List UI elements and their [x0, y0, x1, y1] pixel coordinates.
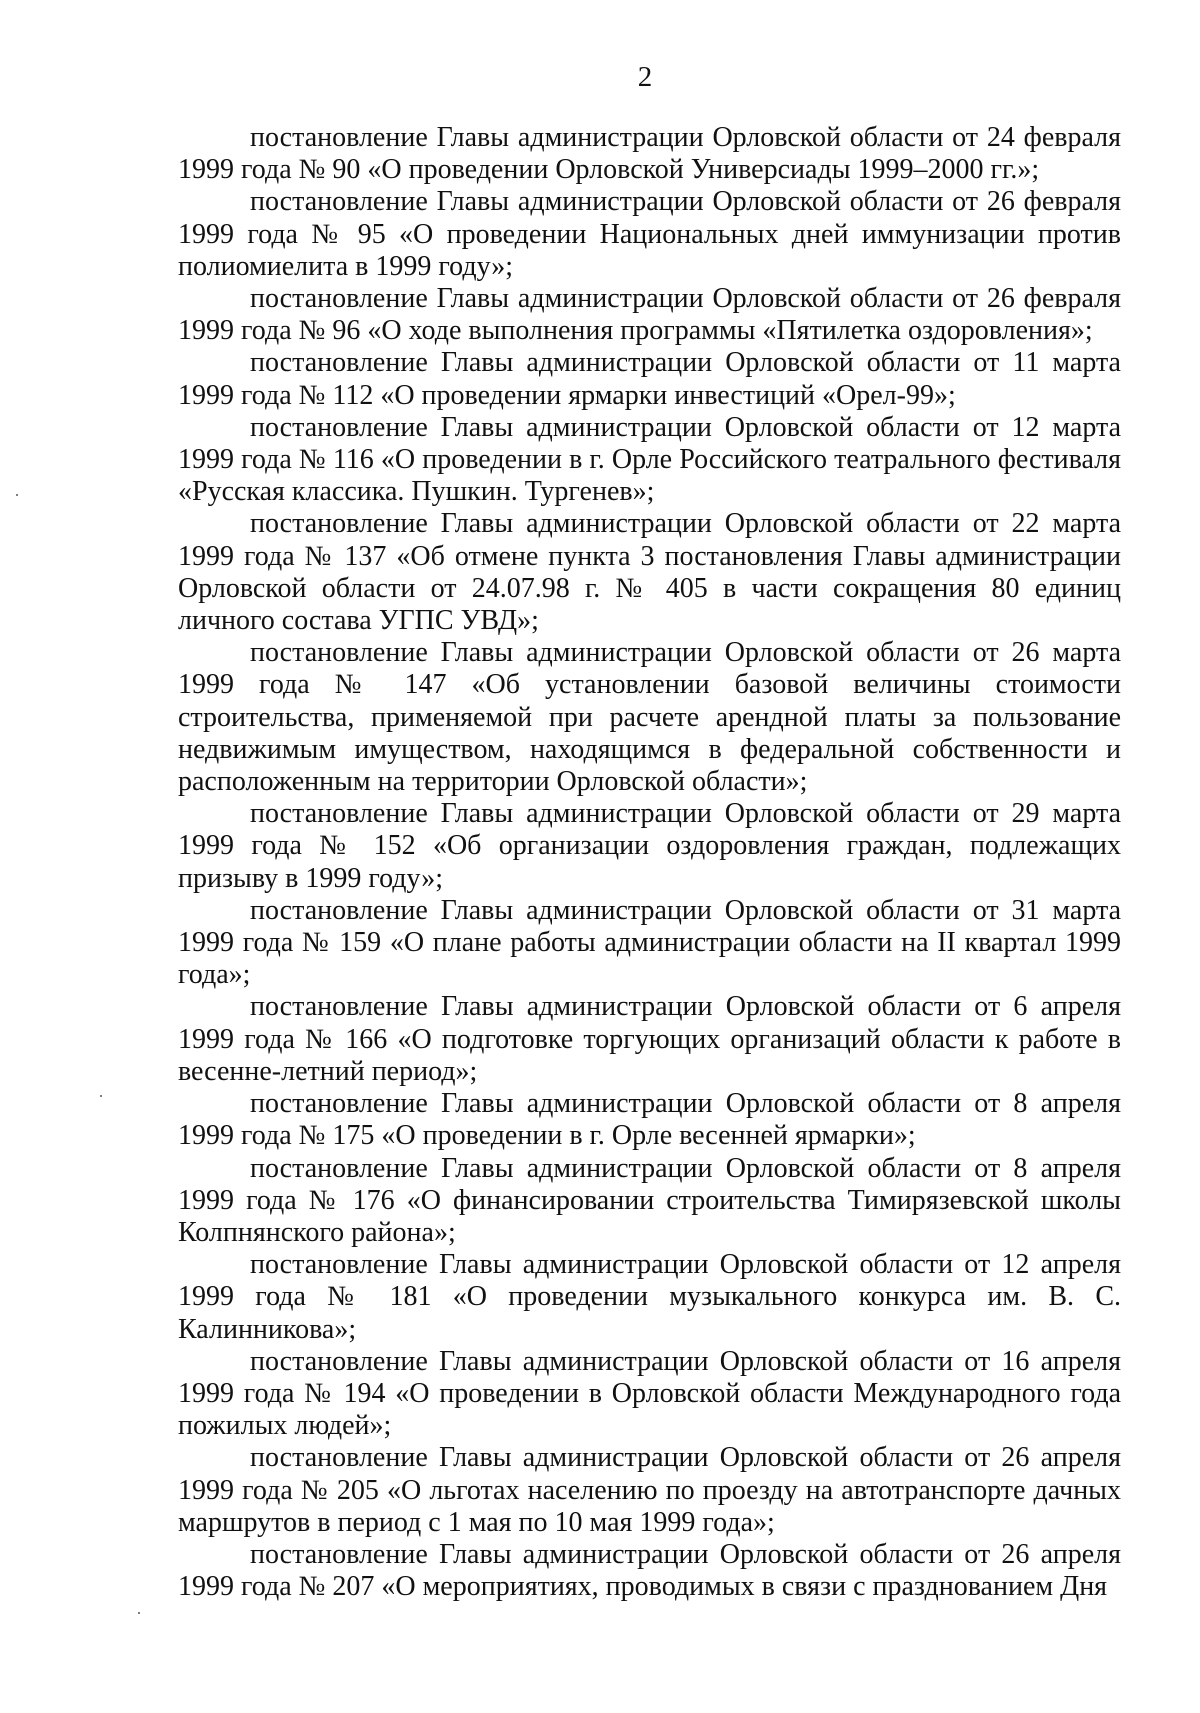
- decree-paragraph: постановление Главы администрации Орловской области от 29 марта 1999 года № 152 «Об организации оздоровления граждан, подлежащих призыву в 1999 году»;: [178, 798, 1121, 894]
- decree-paragraph: постановление Главы администрации Орловской области от 11 марта 1999 года № 112 «О проведении ярмарки инвестиций «Орел-99»;: [178, 347, 1121, 411]
- decree-paragraph: постановление Главы администрации Орловской области от 26 февраля 1999 года № 95 «О проведении Национальных дней иммунизации против полиомиелита в 1999 году»;: [178, 186, 1121, 282]
- decree-paragraph: постановление Главы администрации Орловской области от 26 апреля 1999 года № 205 «О льготах населению по проезду на автотранспорте дачных маршрутов в период с 1 мая по 10 мая 1999 года»;: [178, 1442, 1121, 1538]
- decree-paragraph: постановление Главы администрации Орловской области от 22 марта 1999 года № 137 «Об отмене пункта 3 постановления Главы администрации Орловской области от 24.07.98 г. № 405 в части сокращения 80 единиц личного состава УГПС УВД»;: [178, 508, 1121, 637]
- decree-paragraph: постановление Главы администрации Орловской области от 6 апреля 1999 года № 166 «О подготовке торгующих организаций области к работе в весенне-летний период»;: [178, 991, 1121, 1087]
- decree-paragraph: постановление Главы администрации Орловской области от 12 апреля 1999 года № 181 «О проведении музыкального конкурса им. В. С. Калинникова»;: [178, 1249, 1121, 1345]
- decree-paragraph: постановление Главы администрации Орловской области от 31 марта 1999 года № 159 «О плане работы администрации области на II квартал 1999 года»;: [178, 894, 1121, 991]
- decree-list: [178, 122, 1121, 1603]
- scan-speck: [100, 1095, 102, 1097]
- decree-paragraph: постановление Главы администрации Орловской области от 12 марта 1999 года № 116 «О проведении в г. Орле Российского театрального фестиваля «Русская классика. Пушкин. Тургенев»;: [178, 411, 1121, 508]
- decree-paragraph: постановление Главы администрации Орловской области от 8 апреля 1999 года № 175 «О проведении в г. Орле весенней ярмарки»;: [178, 1088, 1121, 1152]
- page-number: 2: [637, 61, 653, 93]
- decree-paragraph: постановление Главы администрации Орловской области от 26 апреля 1999 года № 207 «О мероприятиях, проводимых в связи с празднованием Дня: [178, 1538, 1121, 1603]
- decree-paragraph: постановление Главы администрации Орловской области от 26 марта 1999 года № 147 «Об установлении базовой величины стоимости строительства, применяемой при расчете арендной платы за пользование недвижимым имуществом, находящимся в федеральной собственности и расположенным на территории Орловской области»;: [178, 637, 1121, 798]
- scan-speck: [16, 494, 18, 496]
- decree-paragraph: постановление Главы администрации Орловской области от 24 февраля 1999 года № 90 «О проведении Орловской Универсиады 1999–2000 гг.»;: [178, 122, 1121, 186]
- scan-speck: [138, 1612, 140, 1614]
- decree-paragraph: постановление Главы администрации Орловской области от 16 апреля 1999 года № 194 «О проведении в Орловской области Международного года пожилых людей»;: [178, 1345, 1121, 1442]
- decree-paragraph: постановление Главы администрации Орловской области от 8 апреля 1999 года № 176 «О финансировании строительства Тимирязевской школы Колпнянского района»;: [178, 1152, 1121, 1248]
- decree-paragraph: постановление Главы администрации Орловской области от 26 февраля 1999 года № 96 «О ходе выполнения программы «Пятилетка оздоровления»;: [178, 283, 1121, 347]
